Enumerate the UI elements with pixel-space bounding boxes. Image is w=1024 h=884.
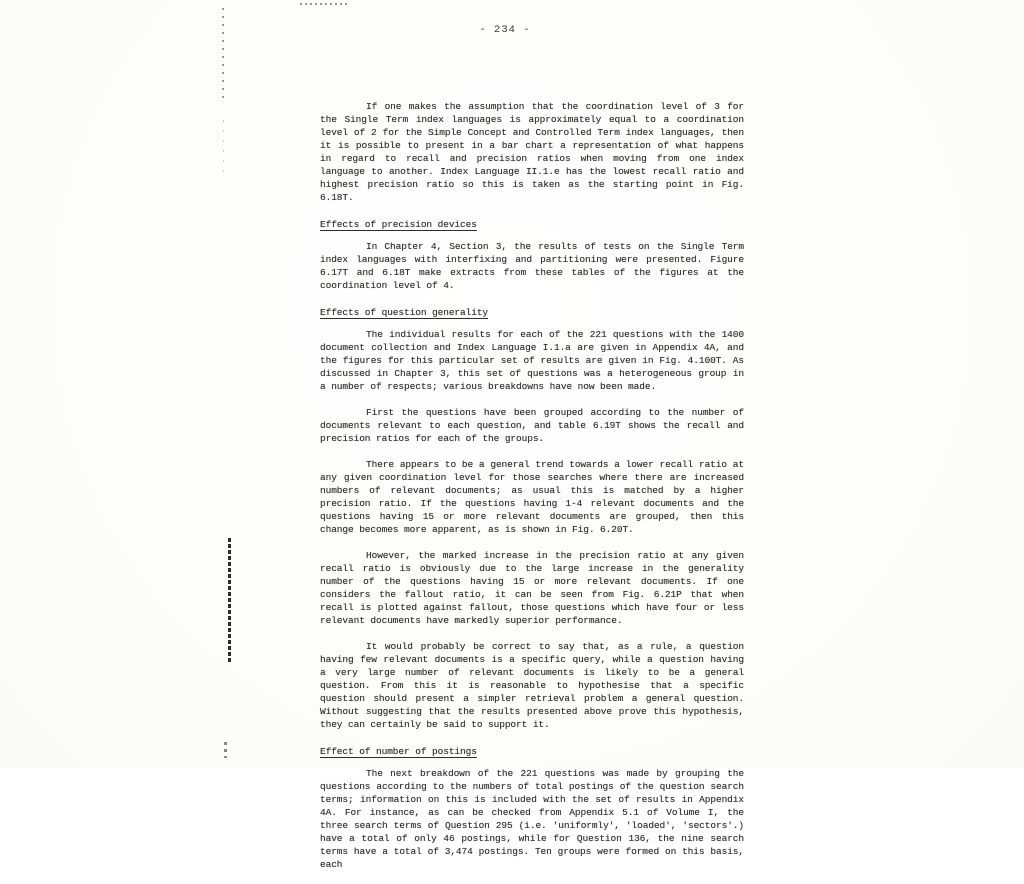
section-heading-text: Effects of precision devices — [320, 219, 477, 230]
paragraph: First the questions have been grouped according to the number of documents relevant to each question, and table 6.19T shows the recall and precision ratios for each of the groups. — [320, 407, 744, 444]
text-column — [320, 100, 744, 884]
page-number: - 234 - — [479, 24, 531, 36]
scan-artifact-top-dotted-line — [300, 3, 350, 5]
scan-artifact-left-faint-ticks — [223, 120, 224, 180]
scan-artifact-left-margin-ticks — [222, 8, 224, 98]
paragraph: It would probably be correct to say that, as a rule, a question having few relevant documents is a specific query, while a question having a very large number of relevant documents is likely to be a general question. From this it is reasonable to hypothesise that a specific question should present a simpler retrieval problem a general question. Without suggesting that the results presented above prove this hypothesis, they can certainly be said to support it. — [320, 641, 744, 730]
section-heading-question-generality — [320, 306, 744, 319]
paragraph: In Chapter 4, Section 3, the results of tests on the Single Term index languages with interfixing and partitioning were presented. Figure 6.17T and 6.18T make extracts from these tables of the figures at the coordination level of 4. — [320, 241, 744, 291]
paragraph: There appears to be a general trend towards a lower recall ratio at any given coordination level for those searches where there are increased numbers of relevant documents; as usual this is matched by a higher precision ratio. If the questions having 1-4 relevant documents and the questions having 15 or more relevant documents are grouped, then this change becomes more apparent, as is shown in Fig. 6.20T. — [320, 459, 744, 535]
paragraph: The individual results for each of the 221 questions with the 1400 document collection and Index Language I.1.a are given in Appendix 4A, and the figures for this particular set of results are given in Fig. 4.100T. As discussed in Chapter 3, this set of questions was a heterogeneous group in a number of respects; various breakdowns have now been made. — [320, 329, 744, 392]
paragraph: However, the marked increase in the precision ratio at any given recall ratio is obviously due to the large increase in the generality number of the questions having 15 or more relevant documents. If one considers the fallout ratio, it can be seen from Fig. 6.21P that when recall is plotted against fallout, those questions which have four or less relevant documents have markedly superior performance. — [320, 550, 744, 626]
section-heading-number-of-postings — [320, 745, 744, 758]
section-heading-text: Effect of number of postings — [320, 746, 477, 757]
paragraph: The next breakdown of the 221 questions was made by grouping the questions according to the numbers of total postings of the question search terms; information on this is included with the set of results in Appendix 4A. For instance, as can be checked from Appendix 5.1 of Volume I, the three search terms of Question 295 (i.e. 'uniformly', 'loaded', 'sectors'.) have a total of only 46 postings, while for Question 136, the nine search terms have a total of 3,474 postings. Ten groups were formed on this basis, each — [320, 768, 744, 870]
scan-artifact-bottom-left-marks — [224, 742, 227, 758]
scan-artifact-binding-marks — [228, 538, 231, 664]
paragraph: If one makes the assumption that the coordination level of 3 for the Single Term index languages is approximately equal to a coordination level of 2 for the Simple Concept and Controlled Term index languages, then it is possible to present in a bar chart a representation of what happens in regard to recall and precision ratios when moving from one index language to another. Index Language II.1.e has the lowest recall ratio and highest precision ratio so this is taken as the starting point in Fig. 6.18T. — [320, 101, 744, 203]
section-heading-text: Effects of question generality — [320, 307, 489, 318]
section-heading-precision-devices — [320, 218, 744, 231]
